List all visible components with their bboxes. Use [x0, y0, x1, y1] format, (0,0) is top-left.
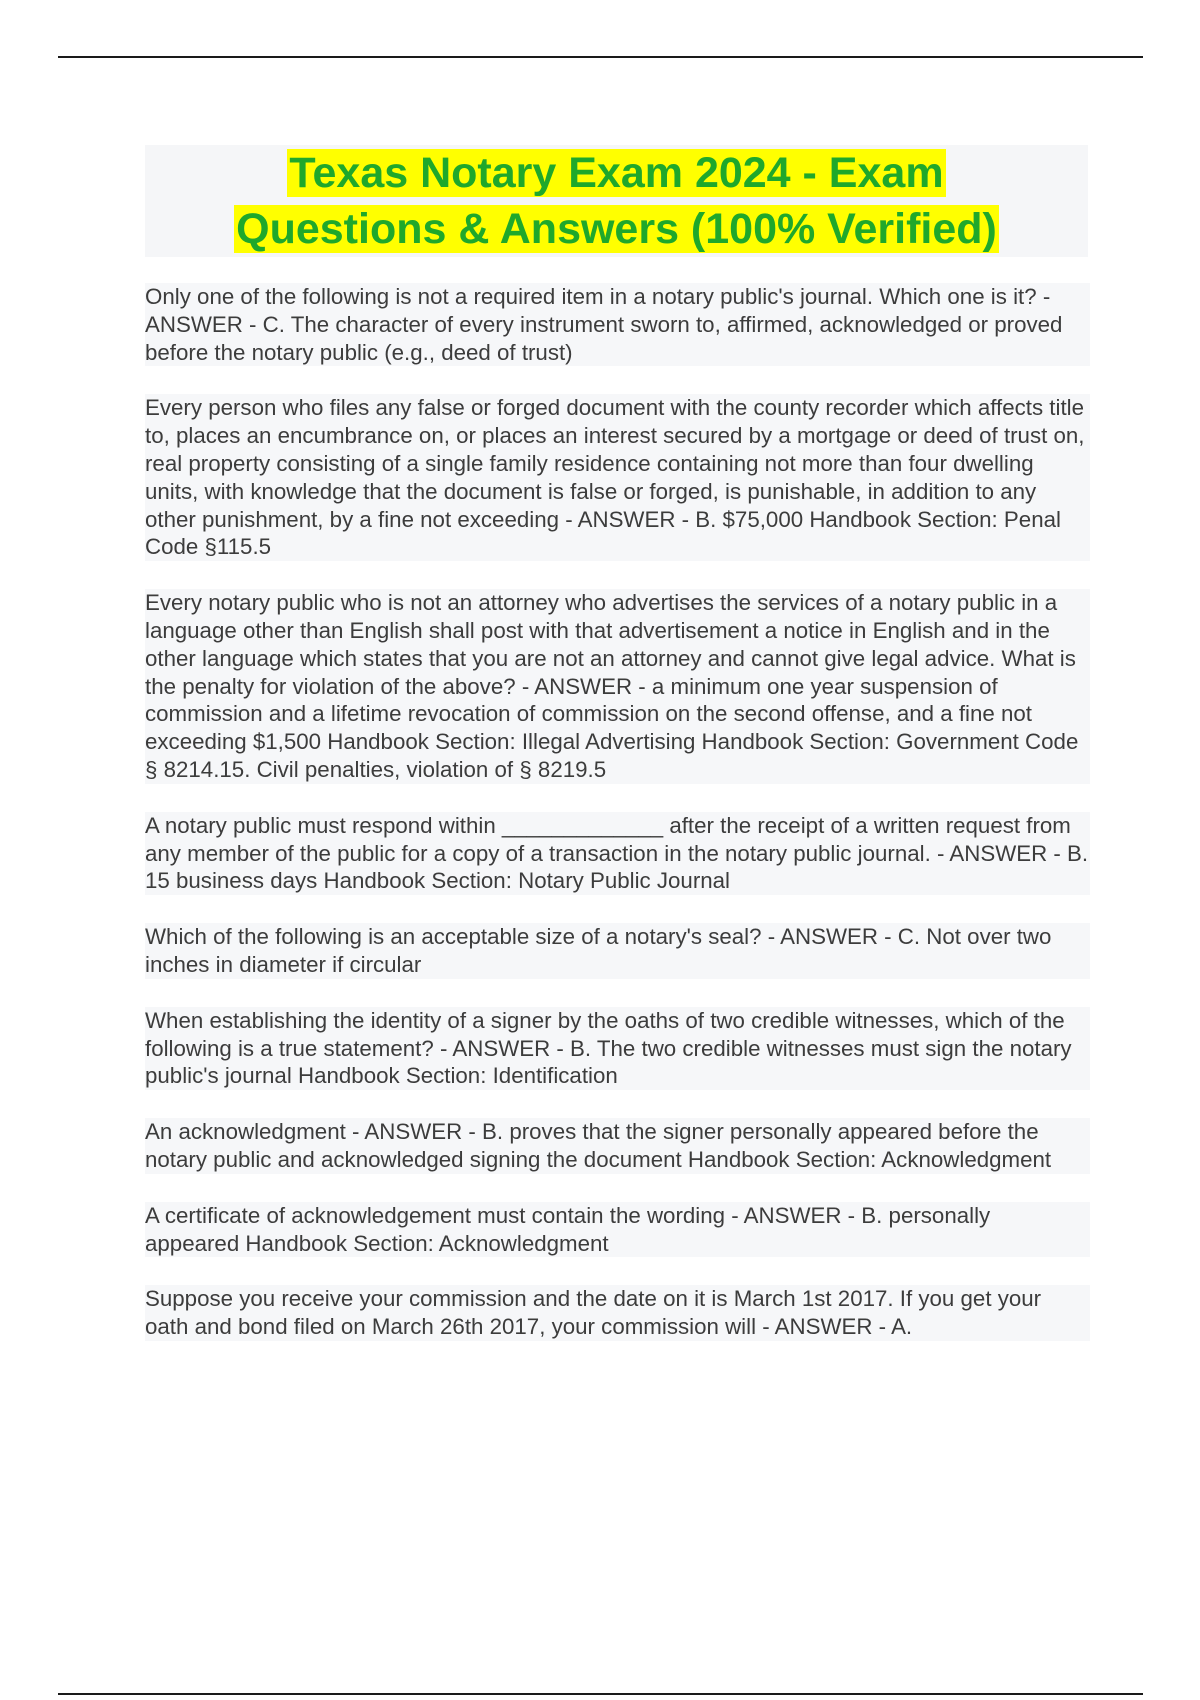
top-divider: [58, 56, 1143, 58]
qa-item-3: Every notary public who is not an attorney who advertises the services of a notary public in a language other than English shall post with that advertisement a notice in English and in the other language which states that you are not an attorney and cannot give legal advice. What is the penalty for violation of the above? - ANSWER - a minimum one year suspension of commission and a lifetime revocation of commission on the second offense, and a fine not exceeding $1,500 Handbook Section: Illegal Advertising Handbook Section: Government Code § 8214.15. Civil penalties, violation of § 8219.5: [145, 589, 1090, 784]
title-line-2: [145, 201, 1088, 257]
qa-item-2: Every person who files any false or forged document with the county recorder which affects title to, places an encumbrance on, or places an interest secured by a mortgage or deed of trust on, real property consisting of a single family residence containing not more than four dwelling units, with knowledge that the document is false or forged, is punishable, in addition to any other punishment, by a fine not exceeding - ANSWER - B. $75,000 Handbook Section: Penal Code §115.5: [145, 394, 1090, 561]
bottom-divider: [58, 1693, 1143, 1695]
qa-list: [145, 283, 1090, 1369]
qa-item-5: Which of the following is an acceptable size of a notary's seal? - ANSWER - C. Not over two inches in diameter if circular: [145, 923, 1090, 979]
qa-item-6: When establishing the identity of a signer by the oaths of two credible witnesses, which of the following is a true statement? - ANSWER - B. The two credible witnesses must sign the notary public's journal Handbook Section: Identification: [145, 1007, 1090, 1090]
title-line-1-text: Texas Notary Exam 2024 - Exam: [289, 149, 944, 197]
qa-item-8: A certificate of acknowledgement must contain the wording - ANSWER - B. personally appeared Handbook Section: Acknowledgment: [145, 1202, 1090, 1258]
title-line-2-text: Questions & Answers (100% Verified): [236, 205, 997, 253]
qa-item-4: A notary public must respond within _____________ after the receipt of a written request from any member of the public for a copy of a transaction in the notary public journal. - ANSWER - B. 15 business days Handbook Section: Notary Public Journal: [145, 812, 1089, 894]
qa-item-9: Suppose you receive your commission and the date on it is March 1st 2017. If you get your oath and bond filed on March 26th 2017, your commission will - ANSWER - A.: [145, 1285, 1090, 1341]
qa-item-1: Only one of the following is not a required item in a notary public's journal. Which one is it? - ANSWER - C. The character of every instrument sworn to, affirmed, acknowledged or proved before the notary public (e.g., deed of trust): [145, 283, 1090, 366]
qa-item-7: An acknowledgment - ANSWER - B. proves that the signer personally appeared before the notary public and acknowledged signing the document Handbook Section: Acknowledgment: [145, 1118, 1090, 1174]
document-title: [145, 145, 1088, 257]
title-line-1: [145, 145, 1088, 201]
